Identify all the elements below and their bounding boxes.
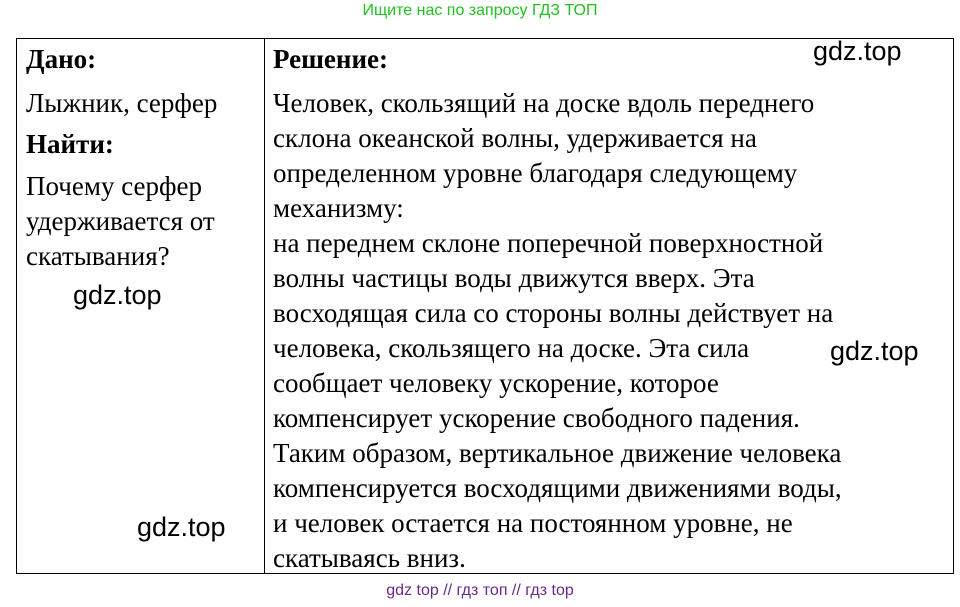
solution-column bbox=[273, 38, 949, 576]
solution-line: определенном уровне благодаря следующему bbox=[273, 158, 798, 188]
column-divider bbox=[264, 38, 265, 574]
solution-line: скатываясь вниз. bbox=[273, 543, 466, 573]
find-line: скатывания? bbox=[26, 241, 170, 271]
solution-line: сообщает человеку ускорение, которое bbox=[273, 368, 719, 398]
solution-line: на переднем склоне поперечной поверхностной bbox=[273, 228, 824, 258]
given-column bbox=[26, 38, 260, 274]
solution-line: Человек, скользящий на доске вдоль переднего bbox=[273, 88, 815, 118]
solution-line: компенсируется восходящими движениями воды, bbox=[273, 473, 842, 503]
given-heading: Дано: bbox=[26, 44, 97, 74]
watermark: gdz.top bbox=[830, 336, 919, 366]
watermark: gdz.top bbox=[813, 36, 902, 66]
solution-line: человека, скользящего на доске. Эта сила bbox=[273, 333, 750, 363]
find-line: Почему серфер bbox=[26, 171, 202, 201]
solution-line: механизму: bbox=[273, 193, 404, 223]
solution-line: компенсирует ускорение свободного падения. bbox=[273, 403, 800, 433]
find-line: удерживается от bbox=[26, 206, 215, 236]
find-heading: Найти: bbox=[26, 129, 114, 159]
solution-line: склона океанской волны, удерживается на bbox=[273, 123, 757, 153]
given-text: Лыжник, серфер bbox=[26, 88, 218, 118]
bottom-banner: gdz top // гдз топ // гдз top bbox=[386, 582, 574, 599]
solution-line: и человек остается на постоянном уровне, не bbox=[273, 508, 793, 538]
solution-line: волны частицы воды движутся вверх. Эта bbox=[273, 263, 755, 293]
solution-line: восходящая сила со стороны волны действует на bbox=[273, 298, 834, 328]
watermark: gdz.top bbox=[137, 512, 226, 542]
top-banner: Ищите нас по запросу ГДЗ ТОП bbox=[362, 2, 598, 19]
solution-line: Таким образом, вертикальное движение человека bbox=[273, 438, 842, 468]
solution-heading: Решение: bbox=[273, 44, 388, 74]
watermark: gdz.top bbox=[73, 280, 162, 310]
